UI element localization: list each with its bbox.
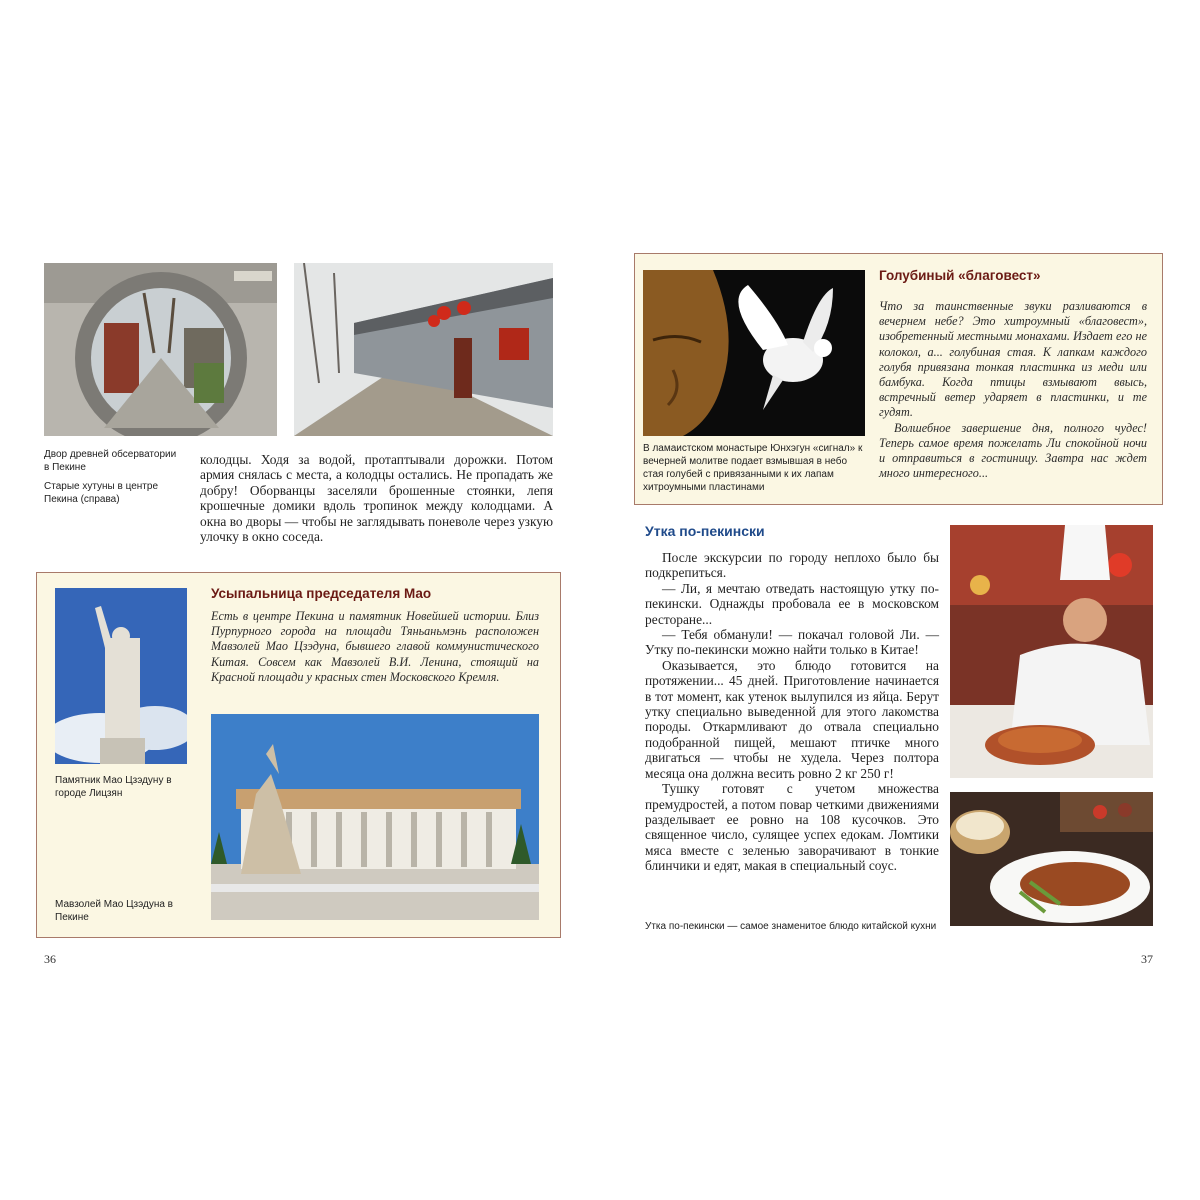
- dove-box-paragraph-2: Волшебное завершение дня, полного чудес! Теперь самое время пожелать Ли спокойной ночи и отправиться в гостиницу. Завтра нас ждет много интересного...: [879, 420, 1147, 481]
- left-body-text: [200, 452, 553, 544]
- photo-observatory-courtyard: [44, 263, 277, 436]
- photo-buddha-dove: [643, 270, 865, 436]
- left-body-paragraph: колодцы. Ходя за водой, протаптывали дорожки. Потом армия снялась с места, а колодцы остались. Не пропадать же добру! Оборванцы заселяли брошенные стоянки, лепя крошечные домики вдоль тропинок между колодцами. А окна во дворы — чтобы не заглядывать поневоле через узкую улочку в окно соседа.: [200, 452, 553, 545]
- caption-hutongs: Старые хутуны в центре Пекина (справа): [44, 481, 159, 505]
- dove-box-title: Голубиный «благовест»: [879, 268, 1041, 283]
- caption-mao-statue: Памятник Мао Цзэдуну в городе Лицзян: [55, 775, 172, 799]
- duck-paragraph: — Ли, я мечтаю отведать настоящую утку по-пекински. Однажды пробовала ее в московском ресторане...: [645, 580, 939, 627]
- photo-chef-carving-duck: [950, 525, 1153, 778]
- caption-peking-duck: Утка по-пекински — самое знаменитое блюдо китайской кухни: [645, 921, 937, 932]
- caption-mao-mausoleum: Мавзолей Мао Цзэдуна в Пекине: [55, 899, 173, 923]
- duck-paragraph: Оказывается, это блюдо готовится на протяжении... 45 дней. Приготовление начинается в тот момент, как утенок вылупился из яйца. Берут утку специально выведенной для этого лакомства породы. Откармливают до отвала специально подобранной пищей, мешают птичке много двигаться — чтобы не худела. Через полтора месяца она должна весить ровно 2 кг 250 г!: [645, 657, 939, 781]
- page-number-left: 36: [44, 952, 56, 966]
- duck-paragraph: Тушку готовят с учетом множества премудростей, а потом повар четкими движениями разделывает ее ровно на 108 кусочков. Это священное число, сулящее успех едокам. Ломтики мяса вместе с зеленью заворачивают в тонкие блинчики и едят, макая в специальный соус.: [645, 781, 939, 874]
- photo-old-hutongs: [294, 263, 553, 436]
- duck-section-title: Утка по-пекински: [645, 523, 765, 539]
- mao-box-paragraph: Есть в центре Пекина и памятник Новейшей истории. Близ Пурпурного города на площади Тяньаньмэнь расположен Мавзолей Мао Цзэдуна, бывшего главой коммунистического Китая. Совсем как Мавзолей В.И. Ленина, стоящий на Красной площади у красных стен Московского Кремля.: [211, 609, 539, 684]
- dove-box-text: [879, 299, 1147, 481]
- duck-paragraph: После экскурсии по городу неплохо было бы подкрепиться.: [645, 550, 939, 581]
- photo-peking-duck-dish: [950, 792, 1153, 926]
- caption-dove-signal: В ламаистском монастыре Юнхэгун «сигнал» к вечерней молитве подает взмывшая в небо стая голубей с привязанными к их лапам хитроумными пластинами: [643, 443, 863, 493]
- mao-box-title: Усыпальница председателя Мао: [211, 586, 432, 601]
- caption-observatory: Двор древней обсерватории в Пекине: [44, 449, 177, 473]
- duck-body-text: [645, 550, 939, 874]
- duck-paragraph: — Тебя обманули! — покачал головой Ли. — Утку по-пекински можно найти только в Китае!: [645, 627, 939, 658]
- page-number-right: 37: [1141, 952, 1153, 966]
- dove-box-paragraph-1: Что за таинственные звуки разливаются в вечернем небе? Это хитроумный «благовест», изобретенный местными монахами. Издает его не колокол, а... голубиная стая. К лапкам каждого голубя привязана тонкая пластинка из меди или бамбука. Когда птицы взмывают ввысь, встречный ветер ударяет в пластинки, и те гудят.: [879, 299, 1147, 420]
- photo-mao-statue: [55, 588, 187, 764]
- photo-mao-mausoleum: [211, 714, 539, 920]
- mao-box-text: [211, 609, 539, 685]
